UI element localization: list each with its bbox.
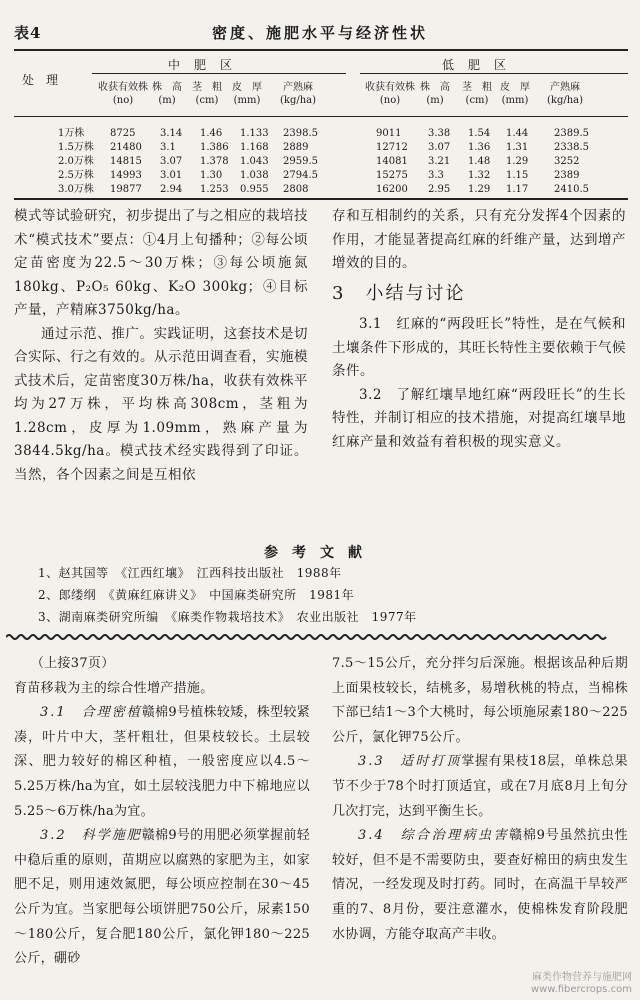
subsection-text: 赣棉9号植株较矮，株型较紧凑，叶片中大，茎杆粗壮，但果枝较长。土层较深、肥力较好的棉区种植，一般密度应以4.5～5.25万株/ha为宜，如土层较浅肥力中下棉地应以5.25～6万株/ha为宜。 bbox=[14, 705, 310, 819]
column-header-mid bbox=[192, 82, 222, 107]
column-unit: (kg/ha) bbox=[280, 94, 317, 106]
reference-item: 1、赵其国等 《江西红壤》 江西科技出版社 1988年 bbox=[38, 566, 342, 580]
table-row-treatment: 2.0万株 bbox=[58, 156, 94, 167]
table-cell-low: 1.44 bbox=[506, 128, 529, 139]
table-cell-mid: 3.07 bbox=[160, 156, 183, 167]
table-cell-mid: 1.133 bbox=[240, 128, 269, 139]
table-cell-mid: 2889 bbox=[283, 142, 309, 153]
column-name: 皮 厚 bbox=[500, 82, 530, 93]
column-header-low bbox=[365, 82, 415, 107]
table-caption bbox=[14, 22, 626, 44]
column-header-low bbox=[420, 82, 450, 107]
table-title: 密度、施肥水平与经济性状 bbox=[211, 24, 428, 42]
column-header-mid bbox=[152, 82, 182, 107]
left-paragraph-1: 模式等试验研究，初步提出了与之相应的栽培技术“模式技术”要点：①4月上旬播种；②每公顷定苗密度为22.5～30万株；③每公顷施氮180kg、P₂O₅ 60kg、K₂O 300kg；④目标产量，产精麻3750kg/ha。 bbox=[14, 208, 308, 318]
column-unit: (kg/ha) bbox=[547, 94, 584, 106]
table-cell-mid: 2808 bbox=[283, 184, 309, 195]
subsection-label: 3.1 合理密植 bbox=[40, 705, 142, 721]
table-cell-mid: 2.94 bbox=[160, 184, 183, 195]
table-cell-low: 3.21 bbox=[428, 156, 451, 167]
bottom-right-paragraph-3-4 bbox=[332, 824, 628, 947]
table-cell-low: 1.15 bbox=[506, 170, 529, 181]
table-cell-low: 9011 bbox=[376, 128, 402, 139]
table-top-rule bbox=[14, 49, 628, 51]
table-cell-mid: 1.043 bbox=[240, 156, 269, 167]
table-bottom-rule bbox=[14, 198, 628, 200]
bottom-left-paragraph-0: 育苗移栽为主的综合性增产措施。 bbox=[14, 680, 214, 696]
bottom-left-column bbox=[14, 652, 310, 972]
column-unit: (no) bbox=[379, 94, 401, 106]
table-cell-low: 1.36 bbox=[468, 142, 491, 153]
table-cell-low: 2389 bbox=[554, 170, 580, 181]
column-name: 皮 厚 bbox=[232, 82, 262, 93]
table-cell-mid: 1.386 bbox=[200, 142, 229, 153]
table-row-treatment: 1万株 bbox=[58, 128, 85, 139]
group-mid-rule bbox=[92, 73, 346, 74]
continued-note: （上接37页） bbox=[30, 656, 115, 671]
table-cell-low: 1.48 bbox=[468, 156, 491, 167]
column-name: 收获有效株 bbox=[98, 82, 148, 93]
table-cell-low: 2410.5 bbox=[554, 184, 589, 195]
table-cell-mid: 1.30 bbox=[200, 170, 223, 181]
column-name: 株 高 bbox=[152, 82, 182, 93]
right-paragraph-3-2: 3.2 了解红壤旱地红麻“两段旺长”的生长特性，并制订相应的技术措施，对提高红壤旱地红麻产量和效益有着积极的现实意义。 bbox=[332, 386, 626, 450]
bottom-right-paragraph-3-3 bbox=[332, 750, 628, 824]
right-column bbox=[332, 205, 626, 454]
table-cell-low: 2338.5 bbox=[554, 142, 589, 153]
section-heading: 3 小结与讨论 bbox=[332, 282, 466, 304]
subsection-text: 赣棉9号虽然抗虫性较好，但不是不需要防虫，要查好棉田的病虫发生情况，一经发现及时打药。同时，在高温干旱较严重的7、8月份，要注意灌水，使棉株发育阶段肥水协调，方能夺取高产丰收。 bbox=[332, 828, 628, 942]
column-unit: (mm) bbox=[501, 94, 529, 106]
column-name: 收获有效株 bbox=[365, 82, 415, 93]
table-cell-mid: 3.01 bbox=[160, 170, 183, 181]
table-cell-mid: 3.1 bbox=[160, 142, 176, 153]
left-paragraph-2: 通过示范、推广。实践证明，这套技术是切合实际、行之有效的。从示范田调查看，实施模式技术后，定苗密度30万株/ha，收获有效株平均为27万株，平均株高308cm，茎粗为1.28cm，皮厚为1.09mm，熟麻产量为3844.5kg/ha。模式技术经实践得到了印证。当然，各个因素之间是互相依 bbox=[14, 325, 308, 483]
column-header-mid bbox=[232, 82, 262, 107]
wavy-separator bbox=[6, 633, 634, 641]
table-cell-low: 2389.5 bbox=[554, 128, 589, 139]
subsection-label: 3.2 科学施肥 bbox=[40, 828, 142, 844]
group-low-rule bbox=[360, 73, 628, 74]
table-cell-low: 3.07 bbox=[428, 142, 451, 153]
table-cell-low: 1.54 bbox=[468, 128, 491, 139]
bottom-left-paragraph-3-1 bbox=[14, 701, 310, 824]
column-name: 产熟麻 bbox=[283, 82, 314, 93]
table-cell-mid: 14815 bbox=[110, 156, 142, 167]
column-unit: (no) bbox=[112, 94, 134, 106]
table-label: 表4 bbox=[14, 24, 42, 42]
column-name: 茎 粗 bbox=[192, 82, 222, 93]
table-row-treatment: 3.0万株 bbox=[58, 184, 94, 195]
table-cell-mid: 3.14 bbox=[160, 128, 183, 139]
table-cell-low: 3252 bbox=[554, 156, 580, 167]
group-mid-header: 中肥区 bbox=[168, 58, 247, 72]
table-cell-low: 3.3 bbox=[428, 170, 444, 181]
bottom-right-paragraph-0: 7.5～15公斤，充分拌匀后深施。根据该品种后期上面果枝较长，结桃多，易增秋桃的特点，当棉株下部已结1～3个大桃时，每公顷施尿素180～225公斤，氯化钾75公斤。 bbox=[332, 656, 628, 745]
bottom-left-paragraph-3-2 bbox=[14, 824, 310, 972]
column-header-low bbox=[462, 82, 492, 107]
site-watermark bbox=[531, 972, 632, 996]
column-header-mid bbox=[280, 82, 316, 107]
table-cell-low: 1.17 bbox=[506, 184, 529, 195]
table-row-treatment: 2.5万株 bbox=[58, 170, 94, 181]
table-cell-mid: 1.253 bbox=[200, 184, 229, 195]
right-paragraph-3-1: 3.1 红麻的“两段旺长”特性，是在气候和土壤条件下形成的，其旺长特性主要依赖于气候条件。 bbox=[332, 316, 626, 379]
right-paragraph-1: 存和互相制约的关系，只有充分发挥4个因素的作用，才能显著提高红麻的纤维产量，达到增产增效的目的。 bbox=[332, 208, 626, 271]
column-name: 产熟麻 bbox=[550, 82, 581, 93]
table-cell-low: 1.29 bbox=[506, 156, 529, 167]
subsection-label: 3.4 综合治理病虫害 bbox=[358, 828, 510, 844]
treatment-header: 处 理 bbox=[22, 73, 59, 87]
table-cell-mid: 2794.5 bbox=[283, 170, 318, 181]
table-cell-mid: 1.168 bbox=[240, 142, 269, 153]
table-cell-low: 3.38 bbox=[428, 128, 451, 139]
watermark-line-1: 麻类作物营养与施肥网 bbox=[532, 972, 632, 983]
table-cell-mid: 2959.5 bbox=[283, 156, 318, 167]
bottom-right-column bbox=[332, 652, 628, 947]
references-title: 参考文献 bbox=[264, 545, 376, 561]
subsection-text: 掌握有果枝18层，单株总果节不少于78个时打顶适宜，或在7月底8月上旬分几次打完，达到平衡生长。 bbox=[332, 754, 628, 819]
column-name: 茎 粗 bbox=[462, 82, 492, 93]
table-cell-low: 1.29 bbox=[468, 184, 491, 195]
subsection-text: 赣棉9号的用肥必须掌握前轻中稳后重的原则，苗期应以腐熟的家肥为主，如家肥不足，则用速效氮肥，每公顷应控制在30～45公斤为宜。当家肥每公顷饼肥750公斤，尿素150～180公斤，复合肥180公斤，氯化钾180～225公斤，硼砂 bbox=[14, 828, 310, 967]
column-header-mid bbox=[98, 82, 148, 107]
column-unit: (mm) bbox=[233, 94, 261, 106]
column-unit: (m) bbox=[158, 94, 176, 106]
table-cell-mid: 8725 bbox=[110, 128, 136, 139]
table-cell-mid: 1.038 bbox=[240, 170, 269, 181]
table-cell-mid: 0.955 bbox=[240, 184, 269, 195]
column-name: 株 高 bbox=[420, 82, 450, 93]
column-unit: (m) bbox=[426, 94, 444, 106]
table-cell-mid: 1.378 bbox=[200, 156, 229, 167]
group-low-header: 低肥区 bbox=[442, 58, 521, 72]
column-header-low bbox=[547, 82, 583, 107]
watermark-line-2: www.fibercrops.com bbox=[530, 984, 632, 995]
table-cell-mid: 21480 bbox=[110, 142, 142, 153]
table-cell-low: 1.31 bbox=[506, 142, 529, 153]
table-cell-low: 1.32 bbox=[468, 170, 491, 181]
table-cell-low: 14081 bbox=[376, 156, 408, 167]
table-cell-mid: 1.46 bbox=[200, 128, 223, 139]
table-cell-mid: 19877 bbox=[110, 184, 142, 195]
table-cell-low: 2.95 bbox=[428, 184, 451, 195]
column-unit: (cm) bbox=[195, 94, 219, 106]
column-header-low bbox=[500, 82, 530, 107]
table-cell-mid: 2398.5 bbox=[283, 128, 318, 139]
table-cell-mid: 14993 bbox=[110, 170, 142, 181]
table-cell-low: 16200 bbox=[376, 184, 408, 195]
left-column bbox=[14, 205, 308, 487]
reference-item: 2、郎缕纲 《黄麻红麻讲义》 中国麻类研究所 1981年 bbox=[38, 588, 355, 602]
subsection-label: 3.3 适时打顶 bbox=[358, 754, 462, 770]
table-row-treatment: 1.5万株 bbox=[58, 142, 94, 153]
table-header-rule bbox=[14, 116, 628, 117]
table-cell-low: 15275 bbox=[376, 170, 408, 181]
reference-item: 3、湖南麻类研究所编 《麻类作物栽培技术》 农业出版社 1977年 bbox=[38, 610, 417, 624]
table-cell-low: 12712 bbox=[376, 142, 408, 153]
column-unit: (cm) bbox=[465, 94, 489, 106]
